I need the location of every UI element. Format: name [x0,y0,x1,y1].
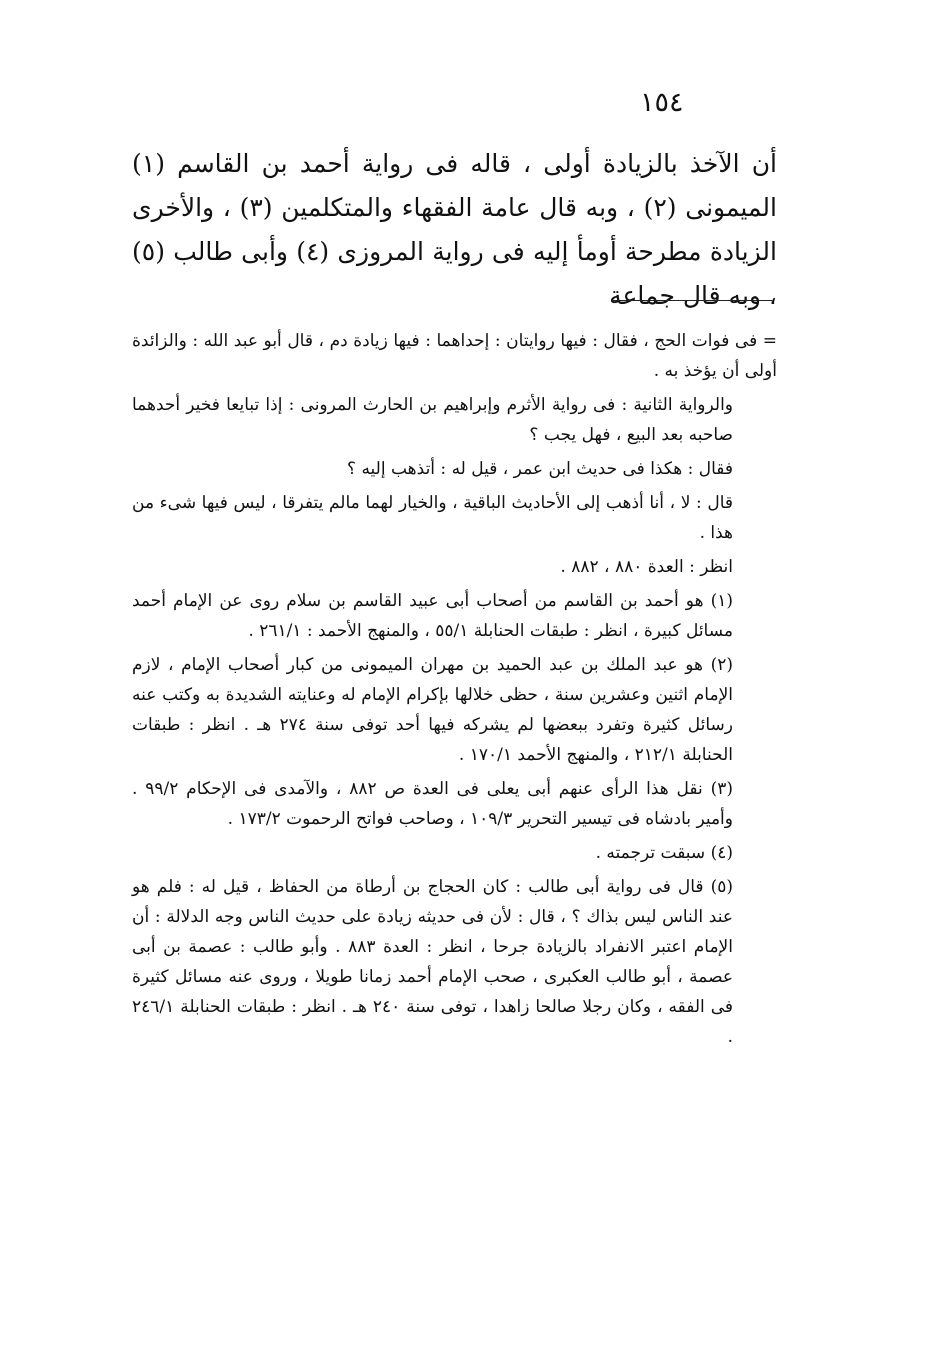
footnote-3: (٣) نقل هذا الرأى عنهم أبى يعلى فى العدة ص ٨٨٢ ، والآمدى فى الإحكام ٩٩/٢ . وأمير بادشاه فى تيسير التحرير ١٠٩/٣ ، وصاحب فواتح الرحموت ١٧٣/٢ . [132,779,733,829]
footnote-continuation-line: = فى فوات الحج ، فقال : فيها روايتان : إحداهما : فيها زيادة دم ، قال أبو عبد الله : والزائدة أولى أن يؤخذ به . [132,331,777,381]
footnote-2: (٢) هو عبد الملك بن عبد الحميد بن مهران الميمونى من كبار أصحاب الإمام ، لازم الإمام اثنين وعشرين سنة ، حظى خلالها بإكرام الإمام له وعنايته الشديدة به وكتب عنه رسائل كثيرة وتفرد ببعضها لم يشركه فيها أحد توفى سنة ٢٧٤ هـ . انظر : طبقات الحنابلة ٢١٢/١ ، والمنهج الأحمد ١٧٠/١ . [132,655,733,765]
footnote-continuation-line: فقال : هكذا فى حديث ابن عمر ، قيل له : أتذهب إليه ؟ [347,459,733,479]
footnote-divider [612,300,772,301]
footnote-continuation-line: قال : لا ، أنا أذهب إلى الأحاديث الباقية ، والخيار لهما مالم يتفرقا ، ليس فيها شىء من هذا . [132,493,733,543]
page-number: ١٥٤ [640,87,684,118]
footnote-4: (٤) سبقت ترجمته . [595,843,733,863]
footnote-5: (٥) قال فى رواية أبى طالب : كان الحجاج بن أرطاة من الحفاظ ، قيل له : فلم هو عند الناس ليس بذاك ؟ ، قال : لأن فى حديثه زيادة على حديث الناس وجه الدلالة : أن الإمام اعتبر الانفراد بالزيادة جرحا ، انظر : العدة ٨٨٣ . وأبو طالب : عصمة بن أبى عصمة ، أبو طالب العكبرى ، صحب الإمام أحمد زمانا طويلا ، وروى عنه مسائل كثيرة فى الفقه ، وكان رجلا صالحا زاهدا ، توفى سنة ٢٤٠ هـ . انظر : طبقات الحنابلة ٢٤٦/١ . [132,877,733,1047]
footnote-continuation-line: انظر : العدة ٨٨٠ ، ٨٨٢ . [560,557,733,577]
footnote-1: (١) هو أحمد بن القاسم من أصحاب أبى عبيد القاسم بن سلام روى عن الإمام أحمد مسائل كبيرة ، انظر : طبقات الحنابلة ٥٥/١ ، والمنهج الأحمد : ٢٦١/١ . [132,591,733,641]
main-text [132,142,777,318]
footnote-continuation-line: والرواية الثانية : فى رواية الأثرم وإبراهيم بن الحارث المرونى : إذا تبايعا فخير أحدهما صاحبه بعد البيع ، فهل يجب ؟ [132,395,733,445]
main-paragraph: أن الآخذ بالزيادة أولى ، قاله فى رواية أحمد بن القاسم (١) الميمونى (٢) ، وبه قال عامة الفقهاء والمتكلمين (٣) ، والأخرى الزيادة مطرحة أومأ إليه فى رواية المروزى (٤) وأبى طالب (٥) ، وبه قال جماعة [132,149,777,310]
footnotes [132,326,777,1056]
